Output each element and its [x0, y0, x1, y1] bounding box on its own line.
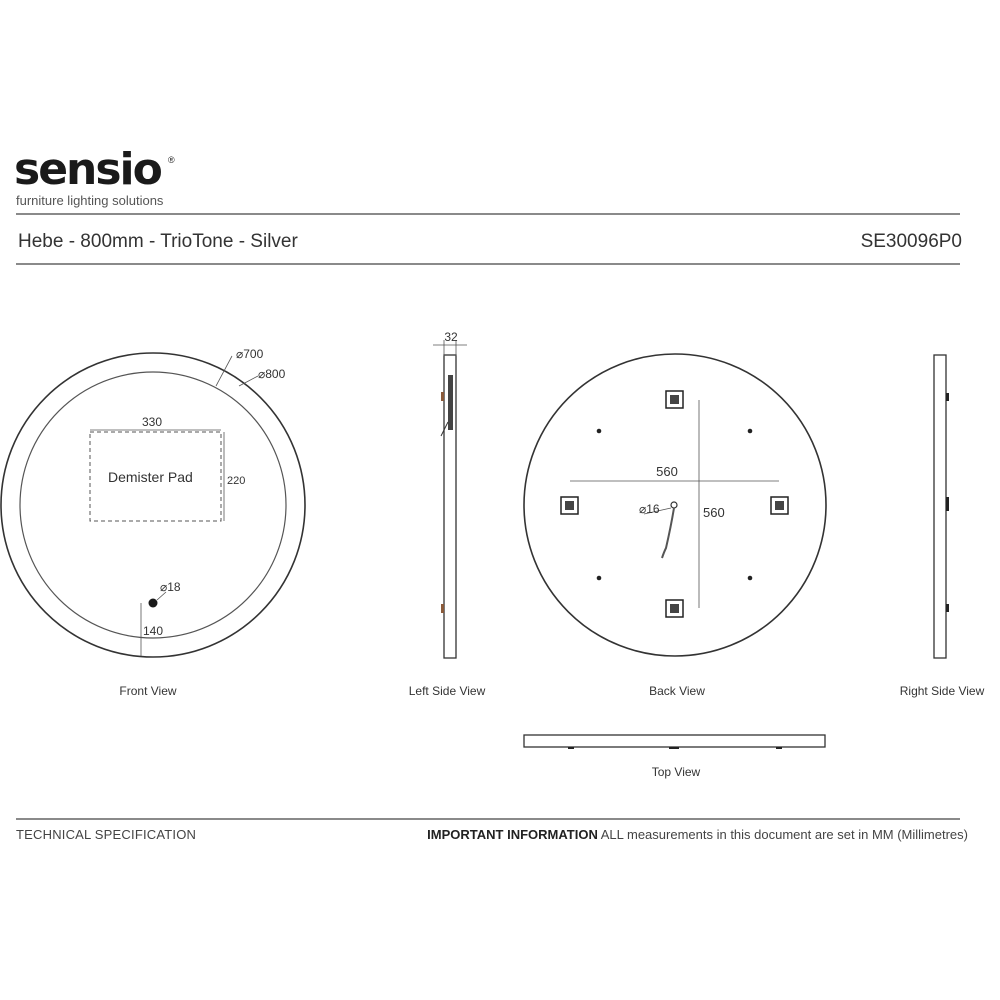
back-vertical-label: 560	[703, 505, 725, 520]
back-hole-2	[748, 429, 753, 434]
pad-width-label: 330	[142, 415, 163, 429]
important-text: ALL measurements in this document are set in MM (Millimetres)	[597, 827, 968, 842]
left-side-fixing-1	[441, 392, 444, 401]
switch-offset-label: 140	[143, 624, 164, 638]
front-outer-circle	[1, 353, 305, 657]
touch-switch	[149, 599, 158, 608]
left-side-view-label: Left Side View	[408, 684, 486, 698]
cable	[662, 508, 674, 558]
back-hole-4	[748, 576, 753, 581]
front-view-label: Front View	[119, 684, 177, 698]
left-side-fixing-2	[441, 604, 444, 613]
back-hole-3	[597, 576, 602, 581]
top-fixing-2	[669, 747, 679, 749]
front-inner-circle	[20, 372, 286, 638]
bracket-bottom	[666, 600, 683, 617]
depth-label: 32	[444, 330, 458, 344]
cable-entry	[671, 502, 677, 508]
switch-diameter-label: ⌀18	[160, 580, 181, 594]
back-hole-1	[597, 429, 602, 434]
important-label: IMPORTANT INFORMATION	[427, 827, 598, 842]
front-view	[1, 347, 305, 698]
registered-mark: ®	[168, 155, 175, 165]
right-side-fixing-3	[946, 604, 949, 612]
bracket-right	[771, 497, 788, 514]
brand-tagline: furniture lighting solutions	[16, 193, 164, 208]
right-side-view-label: Right Side View	[899, 684, 985, 698]
dim-outer-diameter: ⌀800	[258, 367, 286, 381]
back-view-label: Back View	[649, 684, 705, 698]
demister-pad-label: Demister Pad	[108, 469, 193, 485]
right-side-fixing-1	[946, 393, 949, 401]
top-fixing-1	[568, 747, 574, 749]
bracket-left	[561, 497, 578, 514]
cable-diameter-label: ⌀16	[639, 502, 660, 516]
bracket-top	[666, 391, 683, 408]
top-fixing-3	[776, 747, 782, 749]
left-side-bracket	[448, 375, 453, 430]
top-view-label: Top View	[651, 765, 701, 779]
back-horizontal-label: 560	[656, 464, 678, 479]
right-side-fixing-2	[946, 497, 949, 511]
technical-specification-label: TECHNICAL SPECIFICATION	[16, 827, 197, 842]
dim-inner-diameter: ⌀700	[236, 347, 264, 361]
right-side-profile	[934, 355, 946, 658]
back-view	[524, 354, 826, 698]
brand-logo: sensio	[14, 144, 161, 195]
important-information	[427, 827, 968, 842]
top-view	[524, 735, 825, 779]
right-side-view	[900, 355, 985, 698]
top-view-profile	[524, 735, 825, 747]
product-code: SE30096P0	[860, 231, 962, 252]
leader-inner	[216, 356, 232, 386]
left-side-view	[409, 330, 486, 698]
product-title: Hebe - 800mm - TrioTone - Silver	[18, 231, 298, 252]
pad-height-label: 220	[227, 475, 246, 487]
